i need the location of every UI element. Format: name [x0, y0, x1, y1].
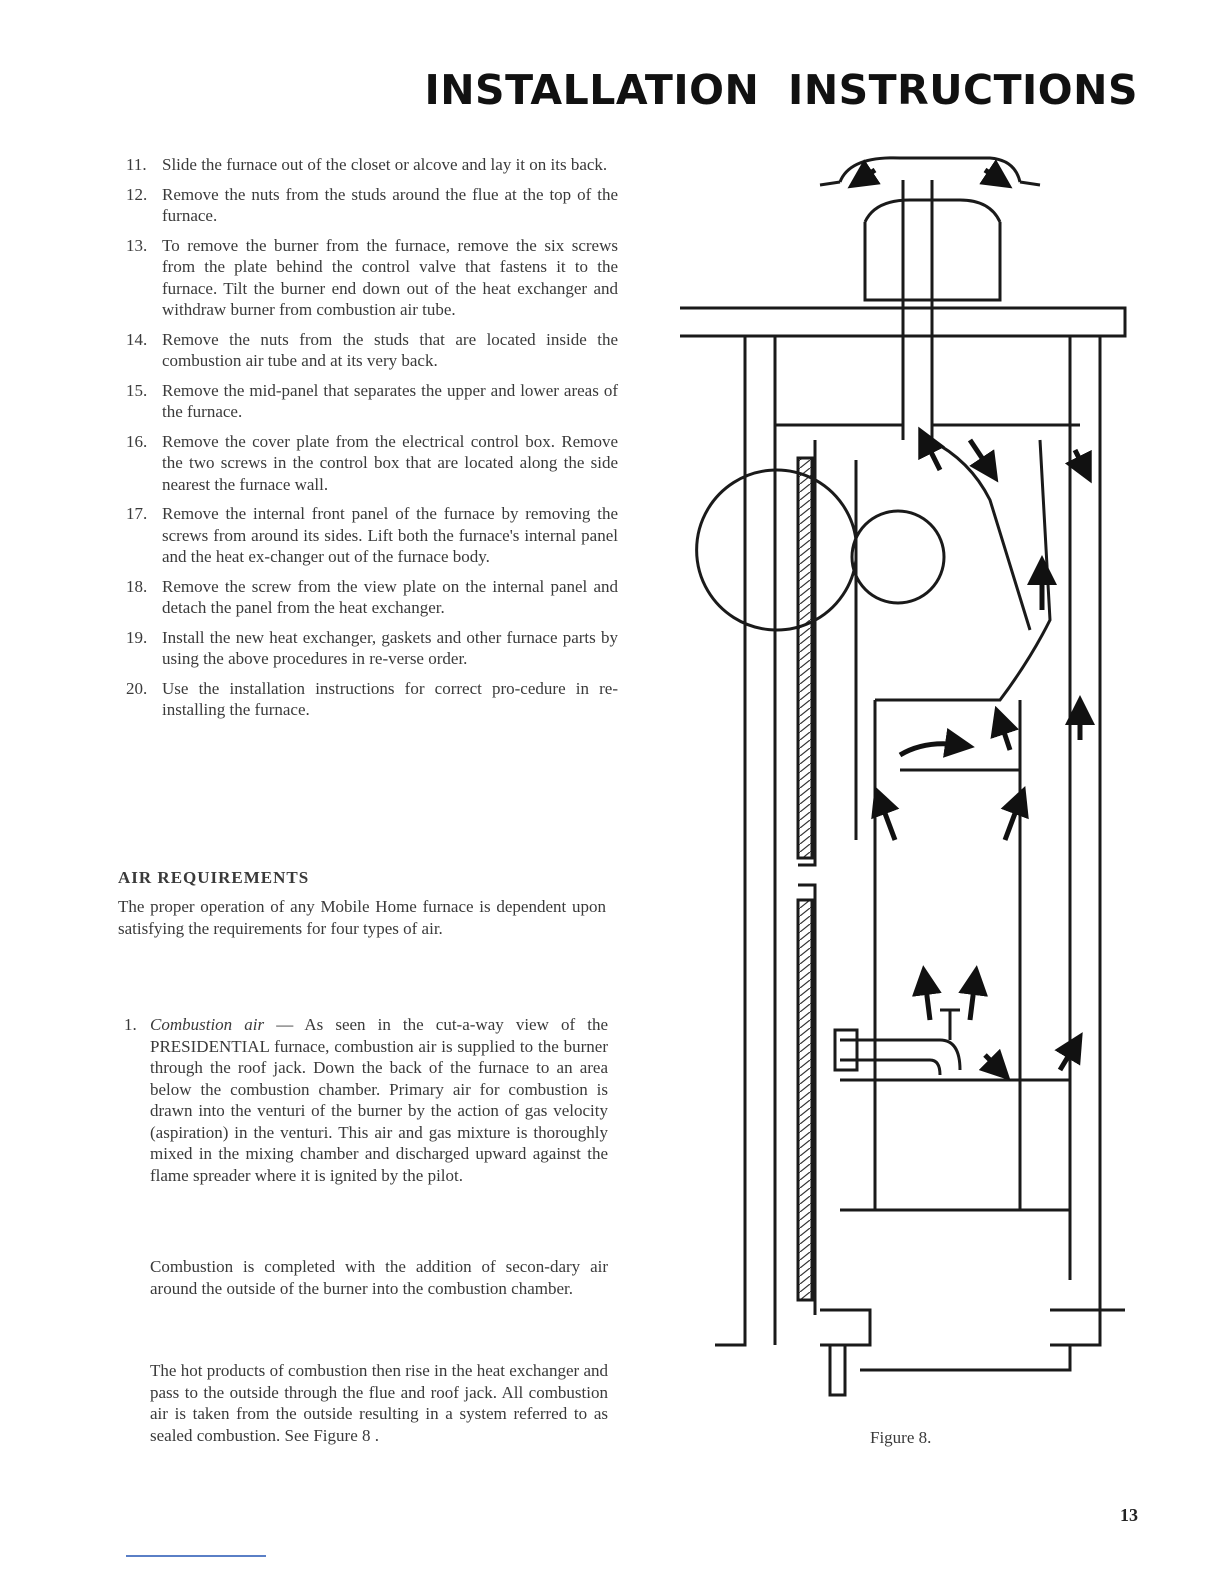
- step-18: [118, 576, 618, 619]
- step-number: 19.: [126, 627, 148, 647]
- secondary-air-paragraph: Combustion is completed with the addition of secon-dary air around the outside of the burner into the combustion chamber.: [150, 1257, 608, 1298]
- removal-steps-list: [118, 154, 618, 729]
- item-term: Combustion air: [150, 1015, 265, 1034]
- step-text: Slide the furnace out of the closet or alcove and lay it on its back.: [162, 155, 608, 174]
- step-text: Remove the cover plate from the electrical control box. Remove the two screws in the control box that are located along the side nearest the furnace wall.: [162, 431, 618, 494]
- step-12: [118, 184, 618, 227]
- step-16: [118, 431, 618, 496]
- step-11: [118, 154, 618, 176]
- figure-caption: Figure 8.: [870, 1428, 932, 1447]
- step-number: 14.: [126, 329, 148, 349]
- step-20: [118, 678, 618, 721]
- footer-rule: [126, 1555, 266, 1557]
- step-text: Remove the screw from the view plate on the internal panel and detach the panel from the heat exchanger.: [162, 576, 618, 617]
- item-text: — As seen in the cut-a-way view of the PRESIDENTIAL furnace, combustion air is supplied to the burner through the roof jack. Down the back of the furnace to an area below the combustion chamber. Primary air for combustion is drawn into the venturi of the burner by the action of gas velocity (aspiration) in the venturi. This air and gas mixture is thoroughly mixed in the mixing chamber and discharged upward against the flame spreader where it is ignited by the pilot.: [150, 1015, 608, 1185]
- furnace-cutaway-figure: [670, 140, 1140, 1420]
- step-19: [118, 627, 618, 670]
- step-text: To remove the burner from the furnace, remove the six screws from the plate behind the control valve that fastens it to the furnace. Tilt the burner end down out of the heat exchanger and withdraw burner from combustion air tube.: [162, 235, 618, 319]
- furnace-cutaway-diagram: [670, 140, 1140, 1420]
- page-number: 13: [1120, 1505, 1138, 1525]
- step-text: Install the new heat exchanger, gaskets and other furnace parts by using the above procedures in re-verse order.: [162, 627, 618, 668]
- step-13: [118, 235, 618, 321]
- intro-paragraph: The proper operation of any Mobile Home furnace is dependent upon satisfying the requirements for four types of air.: [118, 897, 606, 938]
- step-text: Remove the internal front panel of the furnace by removing the screws from around its sides. Lift both the furnace's internal panel and the heat ex-changer out of the furnace body.: [162, 504, 618, 566]
- page-title: INSTALLATION INSTRUCTIONS: [424, 66, 1138, 114]
- step-15: [118, 380, 618, 423]
- item-number: 1.: [124, 1015, 137, 1034]
- step-text: Use the installation instructions for correct pro-cedure in re-installing the furnace.: [162, 678, 618, 719]
- sealed-combustion-paragraph: The hot products of combustion then rise in the heat exchanger and pass to the outside through the flue and roof jack. All combustion air is taken from the outside resulting in a system referred to as sealed combustion. See Figure 8 .: [150, 1361, 608, 1445]
- step-text: Remove the nuts from the studs that are located inside the combustion air tube and at its very back.: [162, 329, 618, 370]
- step-number: 13.: [126, 235, 148, 255]
- step-number: 11.: [126, 155, 147, 174]
- combustion-air-item: [124, 1014, 608, 1186]
- step-text: Remove the nuts from the studs around the flue at the top of the furnace.: [162, 184, 618, 225]
- step-text: Remove the mid-panel that separates the upper and lower areas of the furnace.: [162, 380, 618, 421]
- step-17: [118, 503, 618, 568]
- step-number: 16.: [126, 431, 148, 451]
- step-number: 20.: [126, 678, 148, 698]
- step-number: 12.: [126, 184, 148, 204]
- section-heading: AIR REQUIREMENTS: [118, 868, 310, 887]
- step-number: 18.: [126, 576, 148, 596]
- step-number: 17.: [126, 504, 148, 523]
- step-number: 15.: [126, 380, 148, 400]
- step-14: [118, 329, 618, 372]
